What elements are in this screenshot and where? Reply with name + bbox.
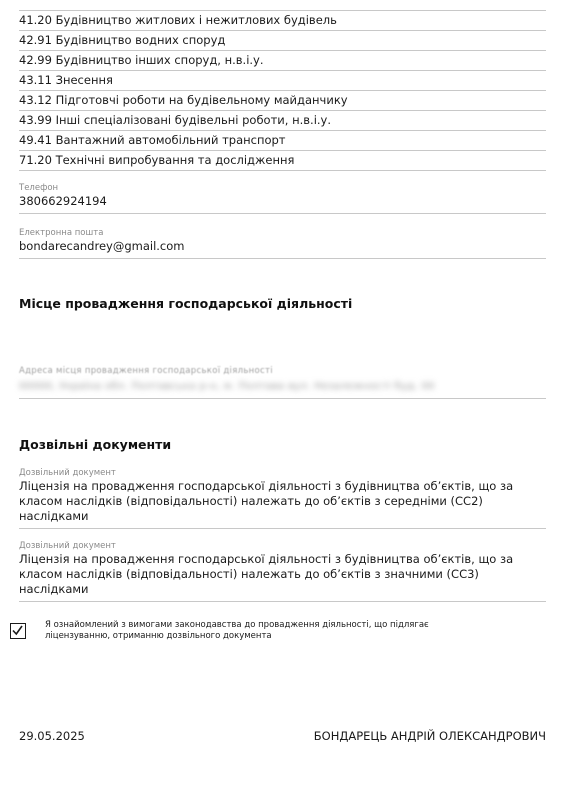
- address-value: 00000, Україна обл. Полтавська р-н, м. Полтава вул. Незалежності буд. 00: [19, 381, 435, 392]
- kved-item: 49.41 Вантажний автомобільний транспорт: [19, 131, 546, 151]
- email-label: Електронна пошта: [19, 228, 104, 238]
- kved-item: 43.99 Інші спеціалізовані будівельні роботи, н.в.і.у.: [19, 111, 546, 131]
- permit-label: Дозвільний документ: [19, 541, 116, 551]
- permits-title: Дозвільні документи: [19, 437, 172, 452]
- kved-item: 42.99 Будівництво інших споруд, н.в.і.у.: [19, 51, 546, 71]
- permit-value: Ліцензія на провадження господарської діяльності з будівництва об’єктів, що за класом наслідків (відповідальності) належать до об’єктів з значними (СС3) наслідками: [19, 552, 514, 596]
- address-field: [19, 366, 546, 399]
- email-value: bondarecandrey@gmail.com: [19, 239, 185, 253]
- checkmark-icon: [12, 625, 23, 636]
- phone-value: 380662924194: [19, 194, 107, 208]
- signature-footer: [19, 729, 546, 743]
- address-label: Адреса місця провадження господарської діяльності: [19, 366, 273, 376]
- permit-field: [19, 541, 546, 602]
- document-date: 29.05.2025: [19, 729, 85, 743]
- acknowledgement-text: Я ознайомлений з вимогами законодавства до провадження діяльності, що підлягає ліцензуванню, отриманню дозвільного документа: [45, 620, 429, 641]
- business-place-title: Місце провадження господарської діяльності: [19, 296, 353, 311]
- acknowledgement-row: [10, 620, 510, 642]
- kved-list: [19, 10, 546, 171]
- acknowledgement-checkbox[interactable]: [10, 623, 26, 639]
- phone-field: [19, 183, 546, 214]
- document-page: [19, 0, 546, 602]
- kved-item: 71.20 Технічні випробування та дослідження: [19, 151, 546, 171]
- phone-label: Телефон: [19, 183, 59, 193]
- permit-value: Ліцензія на провадження господарської діяльності з будівництва об’єктів, що за класом наслідків (відповідальності) належать до об’єктів з середніми (СС2) наслідками: [19, 479, 514, 523]
- signer-name: БОНДАРЕЦЬ АНДРІЙ ОЛЕКСАНДРОВИЧ: [313, 729, 546, 743]
- permit-field: [19, 468, 546, 529]
- email-field: [19, 228, 546, 259]
- kved-item: 41.20 Будівництво житлових і нежитлових будівель: [19, 10, 546, 31]
- permit-label: Дозвільний документ: [19, 468, 116, 478]
- kved-item: 42.91 Будівництво водних споруд: [19, 31, 546, 51]
- kved-item: 43.11 Знесення: [19, 71, 546, 91]
- kved-item: 43.12 Підготовчі роботи на будівельному майданчику: [19, 91, 546, 111]
